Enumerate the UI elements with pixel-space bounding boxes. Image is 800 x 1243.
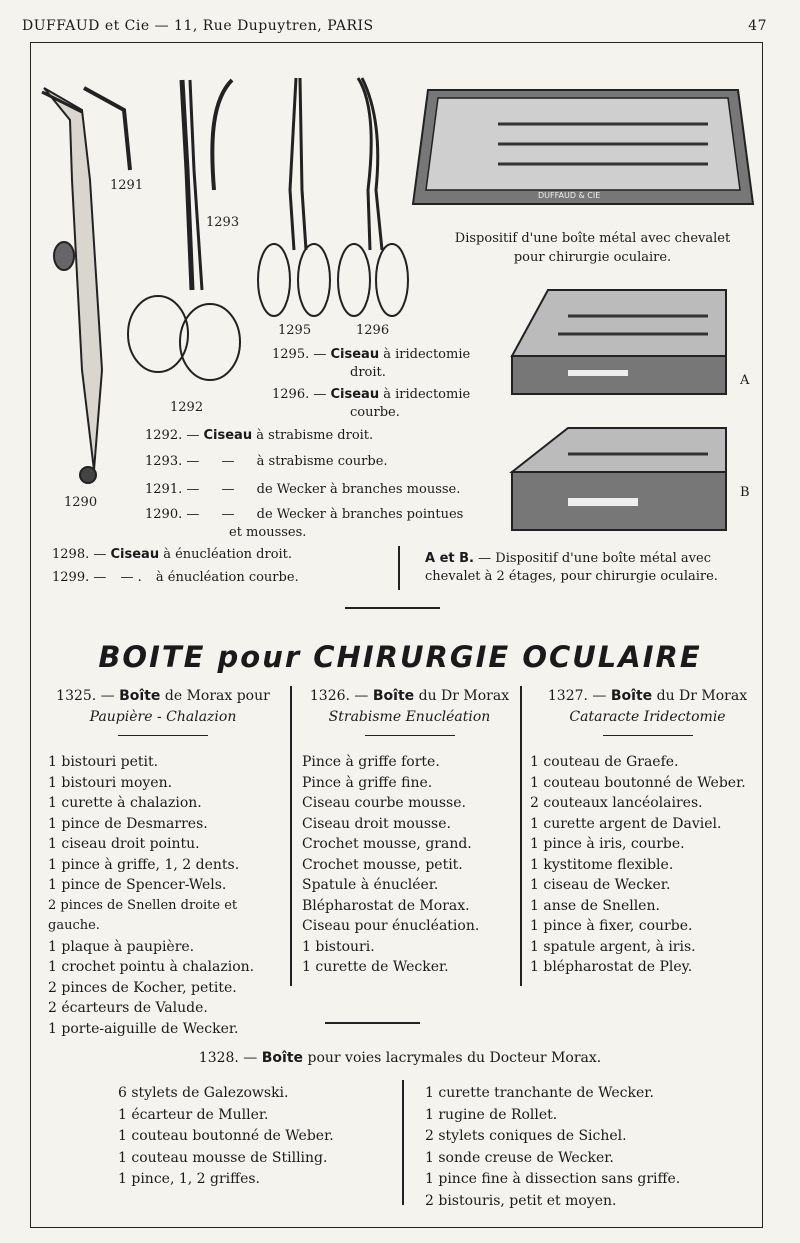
list-item: 1 bistouri. bbox=[302, 938, 375, 955]
scissors-1292-drawing bbox=[128, 80, 240, 380]
list-item: 1 couteau boutonné de Weber. bbox=[530, 774, 746, 791]
section-rule bbox=[325, 1022, 420, 1024]
list-item: 2 écarteurs de Valude. bbox=[48, 1000, 208, 1016]
list-item: 2 stylets coniques de Sichel. bbox=[425, 1128, 627, 1144]
box-a-drawing bbox=[508, 286, 730, 398]
figure-number: 1295 bbox=[278, 323, 312, 338]
list-item: 1 plaque à paupière. bbox=[48, 938, 195, 955]
column-1325: 1325. — Boîte de Morax pour Paupière - Chalazion 1 bistouri petit. 1 bistouri moyen. 1 curette à chalazion. 1 pince de Desmarres. 1 ciseau droit pointu. 1 pince à griffe, 1, 2 dents. 1 pince de Spencer-Wels. 2 pinces de Snellen droite et gauche. 1 plaque à paupière. 1 crochet pointu à chalazion. 2 pinces de Kocher, petite. 2 écarteurs de Valude. 1 porte-aiguille de Wecker. bbox=[48, 686, 278, 1039]
list-item: 1 couteau de Graefe. bbox=[530, 754, 679, 770]
column-1326: 1326. — Boîte du Dr Morax Strabisme Enucléation Pince à griffe forte. Pince à griffe fine. Ciseau courbe mousse. Ciseau droit mousse. Crochet mousse, grand. Crochet mousse, petit. Spatule à énucléer. Blépharostat de Morax. Ciseau pour énucléation. 1 bistouri. 1 curette de Wecker. bbox=[302, 686, 517, 978]
item-1291: 1291. — — de Wecker à branches mousse. bbox=[145, 482, 461, 497]
item-1298: 1298. — Ciseau à énucléation droit. bbox=[52, 547, 293, 562]
list-item: 1 kystitome flexible. bbox=[530, 856, 674, 873]
column-divider bbox=[290, 686, 292, 986]
list-item: Pince à griffe fine. bbox=[302, 774, 433, 791]
page-header bbox=[22, 18, 767, 40]
forceps-1290-drawing bbox=[42, 88, 102, 483]
list-item: 1 bistouri petit. bbox=[48, 754, 159, 770]
list-item: 1 ciseau droit pointu. bbox=[48, 836, 200, 852]
list-item: 1 spatule argent, à iris. bbox=[530, 938, 696, 955]
list-item: Ciseau pour énucléation. bbox=[302, 918, 480, 934]
list-item: Ciseau courbe mousse. bbox=[302, 795, 466, 811]
list-item: 1 curette à chalazion. bbox=[48, 795, 202, 811]
list-item: 1 curette argent de Daviel. bbox=[530, 815, 722, 832]
list-item: 1 curette de Wecker. bbox=[302, 959, 449, 975]
list-item: 2 couteaux lancéolaires. bbox=[530, 795, 703, 811]
list-item: 1 pince à fixer, courbe. bbox=[530, 918, 693, 934]
metal-box-drawing bbox=[408, 84, 758, 214]
list-item: Ciseau droit mousse. bbox=[302, 815, 451, 832]
scissors-1295-drawing bbox=[258, 78, 330, 316]
item-1299: 1299. — — . à énucléation courbe. bbox=[52, 570, 299, 585]
divider bbox=[398, 546, 400, 590]
column-1327: 1327. — Boîte du Dr Morax Cataracte Iridectomie 1 couteau de Graefe. 1 couteau boutonné de Weber. 2 couteaux lancéolaires. 1 curette argent de Daviel. 1 pince à iris, courbe. 1 kystitome flexible. 1 ciseau de Wecker. 1 anse de Snellen. 1 pince à fixer, courbe. 1 spatule argent, à iris. 1 blépharostat de Pley. bbox=[530, 686, 765, 978]
list-item: Blépharostat de Morax. bbox=[302, 897, 470, 914]
item-1290: 1290. — — de Wecker à branches pointues et mousses. bbox=[145, 507, 464, 540]
box-b-drawing bbox=[508, 424, 730, 536]
list-item: 1 pince à iris, courbe. bbox=[530, 836, 685, 852]
list-item: Crochet mousse, grand. bbox=[302, 836, 472, 852]
list-item: 1 ciseau de Wecker. bbox=[530, 877, 671, 893]
list-item: 6 stylets de Galezowski. bbox=[118, 1085, 289, 1101]
section-title: BOITE pour CHIRURGIE OCULAIRE bbox=[98, 640, 702, 674]
list-item: 2 pinces de Snellen droite et gauche. bbox=[48, 897, 238, 933]
forceps-1291-drawing bbox=[84, 88, 130, 170]
ab-caption: A et B. — Dispositif d'une boîte métal avec chevalet à 2 étages, pour chirurgie oculaire. bbox=[425, 551, 718, 584]
list-item: 1 anse de Snellen. bbox=[530, 897, 660, 914]
item-1293: 1293. — — à strabisme courbe. bbox=[145, 454, 388, 469]
figure-number: 1291 bbox=[110, 178, 144, 193]
list-item: 1 bistouri moyen. bbox=[48, 774, 173, 791]
figure-number: 1290 bbox=[64, 495, 98, 510]
page-number: 47 bbox=[748, 18, 767, 34]
list-item: 1 sonde creuse de Wecker. bbox=[425, 1149, 614, 1166]
box-1328-list-right bbox=[425, 1083, 680, 1212]
list-item: 1 pince fine à dissection sans griffe. bbox=[425, 1171, 681, 1187]
box-engraving: DUFFAUD & CIE bbox=[538, 191, 601, 200]
box-1328-heading: 1328. — Boîte pour voies lacrymales du Docteur Morax. bbox=[198, 1050, 602, 1066]
list-item: 1 pince de Desmarres. bbox=[48, 815, 208, 832]
figure-number: 1293 bbox=[206, 215, 240, 230]
list-item: 1 écarteur de Muller. bbox=[118, 1106, 269, 1123]
column-divider bbox=[402, 1080, 404, 1205]
publisher-line: DUFFAUD et Cie — 11, Rue Dupuytren, PARIS bbox=[22, 18, 374, 34]
list-item: 1 porte-aiguille de Wecker. bbox=[48, 1020, 239, 1037]
box-1328-list-left bbox=[118, 1083, 334, 1191]
list-item: 2 bistouris, petit et moyen. bbox=[425, 1192, 617, 1209]
section-rule bbox=[345, 607, 440, 609]
item-1295: 1295. — Ciseau à iridectomie droit. bbox=[272, 347, 471, 380]
list-item: Pince à griffe forte. bbox=[302, 754, 440, 770]
list-item: 1 couteau mousse de Stilling. bbox=[118, 1149, 328, 1166]
list-item: 1 curette tranchante de Wecker. bbox=[425, 1085, 654, 1101]
list-item: 1 couteau boutonné de Weber. bbox=[118, 1128, 334, 1144]
list-item: 1 crochet pointu à chalazion. bbox=[48, 959, 255, 975]
list-item: 1 pince de Spencer-Wels. bbox=[48, 877, 227, 893]
list-item: Spatule à énucléer. bbox=[302, 877, 439, 893]
list-item: 1 pince, 1, 2 griffes. bbox=[118, 1171, 261, 1187]
item-1296: 1296. — Ciseau à iridectomie courbe. bbox=[272, 387, 471, 420]
figure-number: 1292 bbox=[170, 400, 204, 415]
list-item: 1 blépharostat de Pley. bbox=[530, 959, 693, 975]
item-1292: 1292. — Ciseau à strabisme droit. bbox=[145, 428, 374, 443]
list-item: 1 pince à griffe, 1, 2 dents. bbox=[48, 856, 240, 873]
list-item: 2 pinces de Kocher, petite. bbox=[48, 979, 237, 996]
label-b: B bbox=[740, 485, 750, 500]
scissors-1296-drawing bbox=[338, 78, 408, 316]
figure-number: 1296 bbox=[356, 323, 390, 338]
box-caption: Dispositif d'une boîte métal avec chevalet pour chirurgie oculaire. bbox=[454, 231, 731, 265]
list-item: Crochet mousse, petit. bbox=[302, 856, 463, 873]
column-divider bbox=[520, 686, 522, 986]
label-a: A bbox=[740, 373, 750, 388]
list-item: 1 rugine de Rollet. bbox=[425, 1106, 558, 1123]
